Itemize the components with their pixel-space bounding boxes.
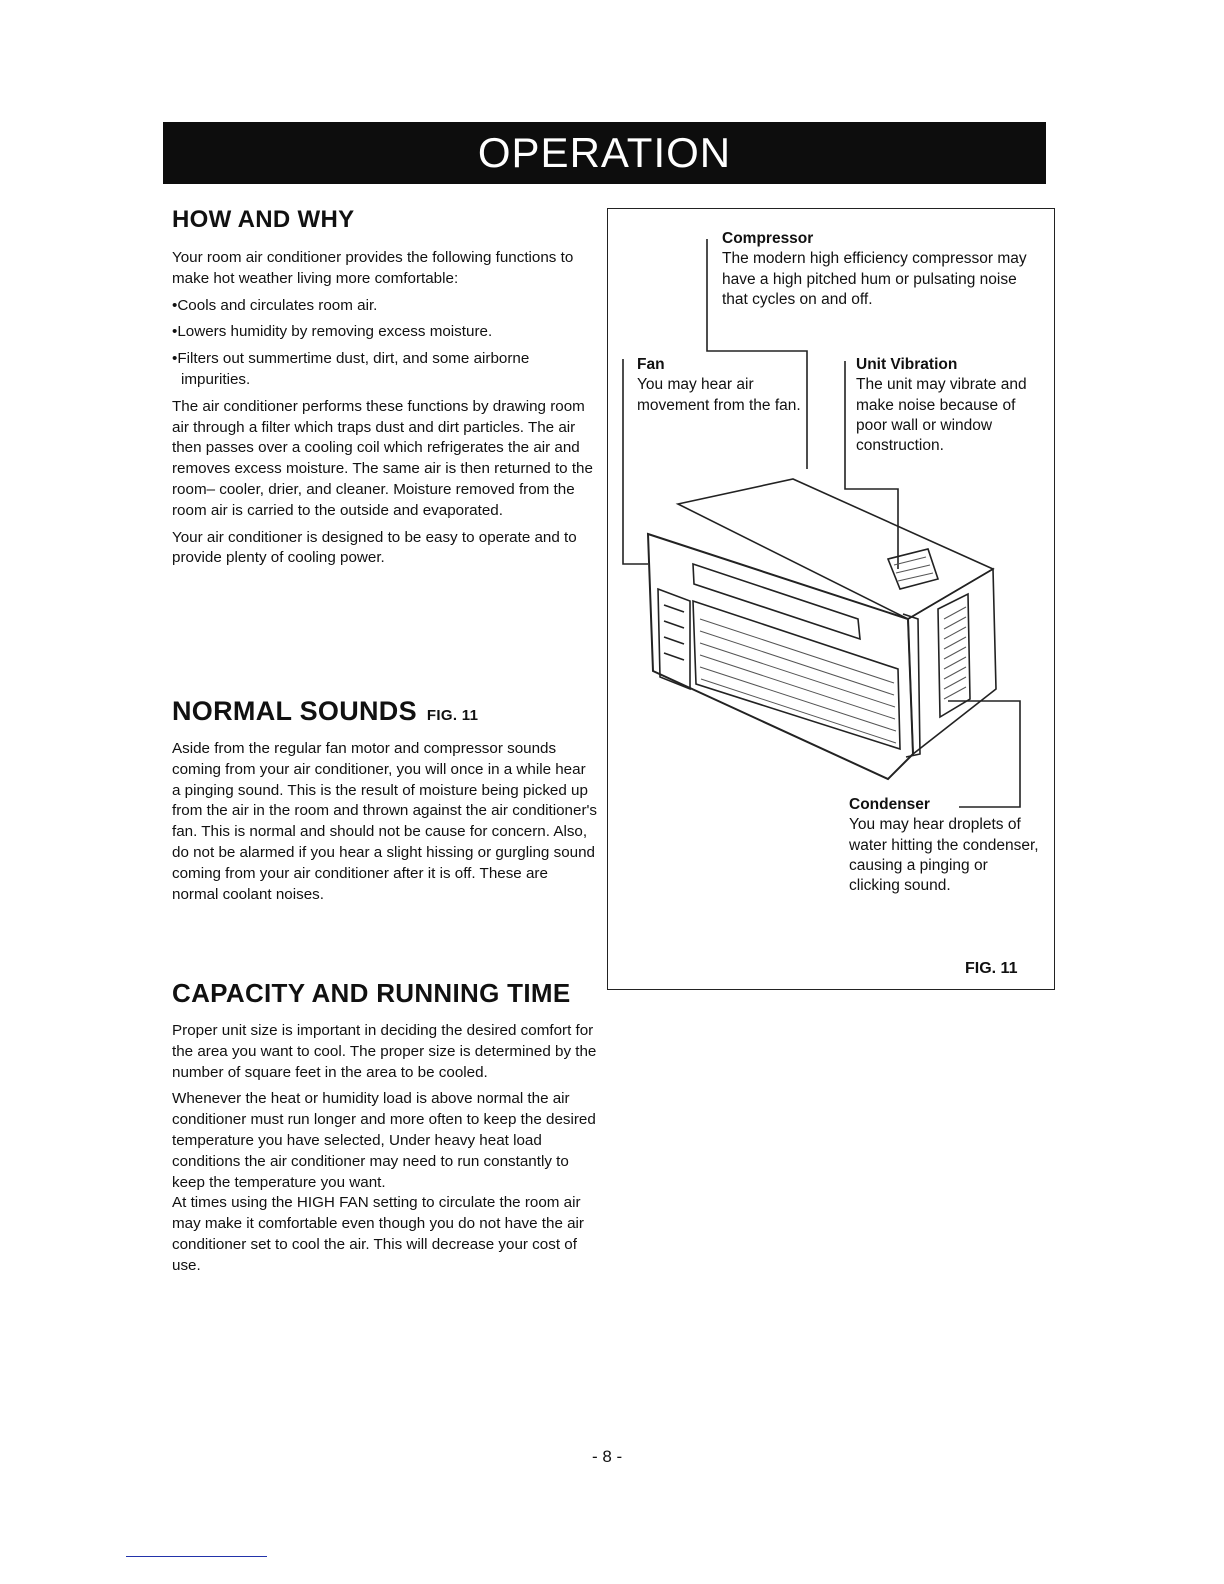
condenser-label: Condenser (849, 796, 930, 813)
section-banner: OPERATION (163, 122, 1046, 184)
normal-sounds-paragraph: Aside from the regular fan motor and compressor sounds coming from your air conditioner, you will once in a while hear a pinging sound. This is the result of moisture being picked up from the air in the room and thrown against the air conditioner's fan. This is normal and should not be cause for concern. Also, do not be alarmed if you hear a slight hissing or gurgling sound coming from your air conditioner after it is off. These are normal coolant noises. (172, 740, 597, 903)
fan-label: Fan (637, 356, 665, 373)
compressor-description: The modern high efficiency compressor may have a high pitched hum or pulsating noise that cycles on and off. (722, 250, 1027, 308)
list-item: • Lowers humidity by removing excess moisture. (172, 322, 597, 343)
unit-vibration-label: Unit Vibration (856, 356, 958, 373)
figure-reference: FIG. 11 (426, 707, 479, 724)
list-item: • Cools and circulates room air. (172, 296, 597, 317)
capacity-paragraph: At times using the HIGH FAN setting to circulate the room air may make it comfortable even though you do not have the air conditioner set to cool the air. This will decrease your cost of use. (172, 1194, 584, 1274)
fan-description: You may hear air movement from the fan. (637, 376, 801, 414)
how-and-why-paragraph: Your air conditioner is designed to be easy to operate and to provide plenty of cooling power. (172, 528, 577, 567)
normal-sounds-heading (172, 696, 597, 727)
fan-callout (637, 355, 809, 416)
list-item: • Filters out summertime dust, dirt, and some airborne impurities. (172, 349, 597, 391)
footer-rule (126, 1556, 267, 1557)
figure-label: FIG. 11 (965, 960, 1018, 977)
condenser-leader-line (948, 701, 1020, 807)
capacity-paragraph: Proper unit size is important in deciding the desired comfort for the area you want to cool. The proper size is determined by the number of square feet in the area to be cooled. (172, 1022, 597, 1081)
function-list (172, 296, 597, 391)
normal-sounds-title: NORMAL SOUNDS (172, 696, 417, 726)
compressor-label: Compressor (722, 230, 814, 247)
how-and-why-heading: HOW AND WHY (172, 206, 355, 233)
condenser-callout (849, 795, 1039, 896)
compressor-callout (722, 229, 1032, 310)
normal-sounds-section (172, 696, 597, 911)
capacity-heading: CAPACITY AND RUNNING TIME (172, 978, 571, 1008)
unit-vibration-description: The unit may vibrate and make noise because of poor wall or window construction. (856, 376, 1027, 455)
condenser-description: You may hear droplets of water hitting the condenser, causing a pinging or clicking sound. (849, 816, 1039, 895)
how-and-why-intro: Your room air conditioner provides the following functions to make hot weather living more comfortable: (172, 249, 574, 287)
how-and-why-paragraph: The air conditioner performs these functions by drawing room air through a filter which traps dust and dirt particles. The air then passes over a cooling coil which refrigerates the air and removes excess moisture. The same air is then returned to the room– cooler, drier, and cleaner. Moisture removed from the room air is carried to the outside and evaporated. (172, 397, 593, 519)
capacity-section (172, 978, 597, 1283)
unit-vibration-callout (856, 355, 1038, 456)
how-and-why-section (172, 206, 597, 575)
figure-box (607, 208, 1055, 990)
capacity-paragraph: Whenever the heat or humidity load is above normal the air conditioner must run longer and more often to keep the desired temperature you have selected, Under heavy heat load conditions the air conditioner may need to run constantly to keep the temperature you want. (172, 1090, 596, 1191)
page-number: - 8 - (592, 1447, 623, 1466)
